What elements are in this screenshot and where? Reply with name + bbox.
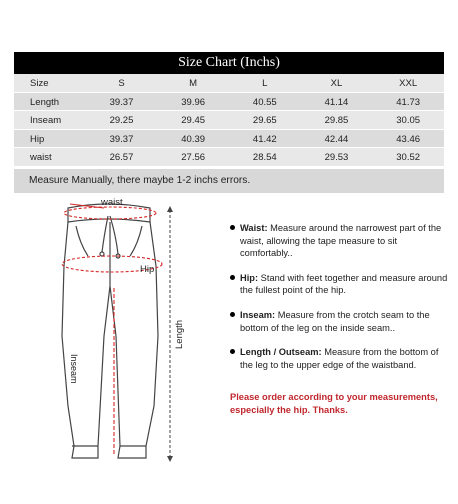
table-row bbox=[14, 92, 444, 111]
table-cell: 29.65 bbox=[229, 111, 301, 130]
table-cell: 28.54 bbox=[229, 148, 301, 167]
table-cell: 43.46 bbox=[372, 129, 444, 148]
instruction-title: Waist: bbox=[240, 223, 268, 233]
waist-label: waist bbox=[101, 197, 123, 208]
table-cell: 41.73 bbox=[372, 92, 444, 111]
bullet-icon bbox=[230, 275, 235, 280]
table-cell: 42.44 bbox=[301, 129, 373, 148]
instruction-title: Hip: bbox=[240, 272, 259, 283]
column-header: XXL bbox=[372, 74, 444, 92]
table-cell: 29.85 bbox=[301, 111, 373, 130]
column-header: L bbox=[229, 74, 301, 92]
instruction-title: Inseam: bbox=[240, 309, 276, 320]
size-table bbox=[14, 74, 444, 167]
table-cell: 29.45 bbox=[157, 111, 229, 130]
hip-label: Hip bbox=[140, 264, 155, 275]
table-row bbox=[14, 111, 444, 130]
column-header: S bbox=[86, 74, 158, 92]
bullet-icon bbox=[230, 349, 235, 354]
row-label: Inseam bbox=[14, 111, 86, 130]
length-label: Length bbox=[174, 319, 185, 349]
row-label: Length bbox=[14, 92, 86, 111]
table-cell: 26.57 bbox=[86, 148, 158, 167]
instruction-waist bbox=[230, 222, 448, 260]
bullet-icon bbox=[230, 312, 235, 317]
instruction-text: Stand with feet together and measure around the fullest point of the hip. bbox=[240, 272, 448, 296]
table-cell: 29.53 bbox=[301, 148, 373, 167]
table-cell: 30.52 bbox=[372, 148, 444, 167]
instruction-text: Measure from the bottom of the leg to the upper edge of the waistband. bbox=[240, 347, 439, 370]
column-header: XL bbox=[301, 74, 373, 92]
bullet-icon bbox=[230, 225, 235, 230]
column-header: Size bbox=[14, 74, 86, 92]
table-cell: 41.42 bbox=[229, 129, 301, 148]
table-cell: 30.05 bbox=[372, 111, 444, 130]
column-header: M bbox=[157, 74, 229, 92]
order-note: Please order according to your measurements, especially the hip. Thanks. bbox=[230, 392, 438, 415]
pants-diagram-icon bbox=[58, 196, 210, 476]
table-cell: 39.96 bbox=[157, 92, 229, 111]
table-cell: 39.37 bbox=[86, 129, 158, 148]
table-cell: 27.56 bbox=[157, 148, 229, 167]
table-cell: 29.25 bbox=[86, 111, 158, 130]
row-label: Hip bbox=[14, 129, 86, 148]
table-cell: 40.39 bbox=[157, 129, 229, 148]
table-cell: 39.37 bbox=[86, 92, 158, 111]
inseam-label: Inseam bbox=[69, 354, 79, 384]
row-label: waist bbox=[14, 148, 86, 167]
instruction-title: Length / Outseam: bbox=[240, 347, 322, 358]
instruction-inseam bbox=[230, 309, 448, 334]
size-chart bbox=[14, 52, 444, 193]
table-row bbox=[14, 129, 444, 148]
pants-diagram bbox=[58, 196, 210, 476]
measurement-instructions bbox=[230, 222, 448, 417]
table-row bbox=[14, 148, 444, 167]
instruction-text: Measure around the narrowest part of the waist, allowing the tape measure to sit comfortably.. bbox=[240, 223, 442, 259]
instruction-length bbox=[230, 346, 448, 371]
measure-note: Measure Manually, there maybe 1-2 inchs errors. bbox=[14, 169, 444, 193]
instruction-text: Measure from the crotch seam to the bottom of the leg on the inside seam.. bbox=[240, 309, 430, 333]
instruction-hip bbox=[230, 272, 448, 297]
size-chart-title: Size Chart (Inchs) bbox=[14, 52, 444, 74]
table-header-row bbox=[14, 74, 444, 92]
table-cell: 40.55 bbox=[229, 92, 301, 111]
table-cell: 41.14 bbox=[301, 92, 373, 111]
